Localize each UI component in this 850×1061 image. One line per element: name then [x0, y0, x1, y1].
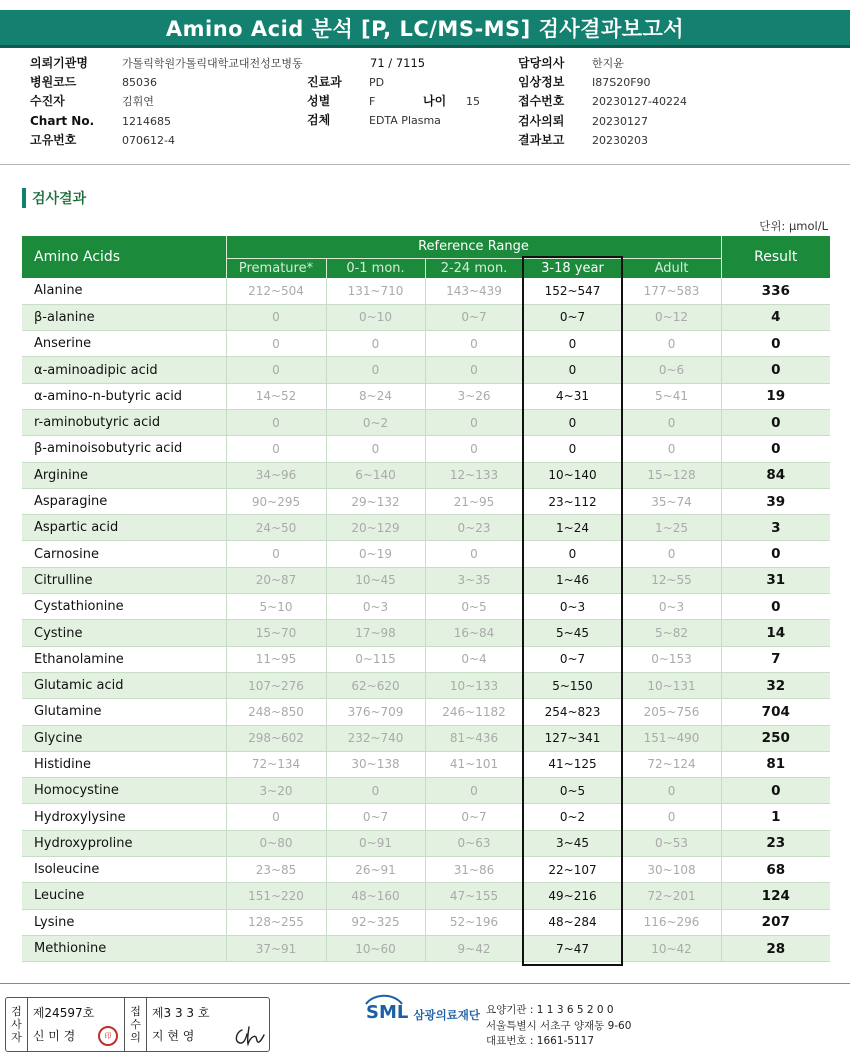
reference-range-cell: 41~101 [425, 751, 523, 777]
reference-range-cell: 30~138 [326, 751, 425, 777]
reference-range-cell: 0~5 [425, 594, 523, 620]
info-label: 임상정보 [518, 75, 565, 90]
reference-range-cell: 72~124 [622, 751, 721, 777]
table-row [22, 409, 830, 435]
reference-range-cell: 298~602 [226, 725, 326, 751]
reference-range-cell: 0~153 [622, 646, 721, 672]
reference-range-cell: 0 [425, 778, 523, 804]
result-value: 336 [721, 278, 830, 304]
reference-range-cell: 0~23 [425, 515, 523, 541]
amino-acid-name: β-alanine [22, 304, 226, 330]
amino-acid-name: Alanine [22, 278, 226, 304]
reference-range-cell: 5~150 [523, 672, 622, 698]
reference-range-cell: 0~6 [622, 357, 721, 383]
info-label: 검체 [307, 113, 331, 128]
info-row-institution [30, 54, 303, 73]
reference-range-cell: 12~55 [622, 567, 721, 593]
reference-range-cell: 29~132 [326, 488, 425, 514]
amino-acid-name: Glutamic acid [22, 672, 226, 698]
result-value: 23 [721, 830, 830, 856]
table-row [22, 909, 830, 935]
reference-range-cell: 0 [226, 331, 326, 357]
reference-range-cell: 0~91 [326, 830, 425, 856]
reference-range-cell: 0~80 [226, 830, 326, 856]
reference-range-cell: 12~133 [425, 462, 523, 488]
result-value: 28 [721, 935, 830, 961]
reference-range-cell: 0 [226, 357, 326, 383]
result-value: 0 [721, 331, 830, 357]
col-header-age-group: Adult [622, 258, 721, 278]
col-header-result: Result [721, 236, 830, 278]
reference-range-cell: 10~45 [326, 567, 425, 593]
result-value: 81 [721, 751, 830, 777]
approver-label [125, 998, 147, 1051]
col-header-amino-acids: Amino Acids [22, 236, 226, 278]
info-value: 070612-4 [122, 133, 175, 147]
table-row [22, 857, 830, 883]
reference-range-cell: 0 [326, 331, 425, 357]
reference-range-cell: 0 [622, 436, 721, 462]
info-row-request-date [518, 112, 687, 131]
logo-text: SML [366, 1001, 409, 1023]
reference-range-cell: 24~50 [226, 515, 326, 541]
table-row [22, 304, 830, 330]
table-row [22, 357, 830, 383]
reference-range-cell: 0 [326, 357, 425, 383]
result-value: 704 [721, 699, 830, 725]
reference-range-cell: 3~35 [425, 567, 523, 593]
result-value: 4 [721, 304, 830, 330]
reference-range-cell: 232~740 [326, 725, 425, 751]
amino-acid-name: Cystine [22, 620, 226, 646]
address-line: 대표번호 : 1661-5117 [486, 1035, 595, 1047]
reference-range-cell: 0 [425, 331, 523, 357]
reference-range-cell: 20~87 [226, 567, 326, 593]
info-row-hospital-code [30, 73, 303, 92]
table-row [22, 541, 830, 567]
result-value: 3 [721, 515, 830, 541]
amino-acid-name: Carnosine [22, 541, 226, 567]
handwritten-signature [232, 1024, 266, 1048]
address-line: 서울특별시 서초구 양재동 9-60 [486, 1019, 632, 1032]
organization-address [486, 1003, 631, 1050]
amino-acid-name: r-aminobutyric acid [22, 409, 226, 435]
reference-range-cell: 254~823 [523, 699, 622, 725]
reference-range-cell: 0 [226, 409, 326, 435]
table-row [22, 646, 830, 672]
reference-range-cell: 205~756 [622, 699, 721, 725]
reference-range-cell: 0 [425, 436, 523, 462]
section-title: 검사결과 [32, 191, 87, 207]
address-line: 요양기관 : 1 1 3 6 5 2 0 0 [486, 1004, 614, 1016]
reference-range-cell: 0~2 [326, 409, 425, 435]
patient-info-left [30, 54, 303, 150]
reference-range-cell: 72~201 [622, 883, 721, 909]
organization-name: 삼광의료재단 [413, 1008, 481, 1022]
result-value: 0 [721, 778, 830, 804]
col-header-reference-range: Reference Range [226, 236, 721, 258]
reference-range-cell: 212~504 [226, 278, 326, 304]
amino-acid-name: Hydroxyproline [22, 830, 226, 856]
reference-range-cell: 0 [425, 357, 523, 383]
col-header-age-group: Premature* [226, 258, 326, 278]
reference-range-cell: 0 [425, 409, 523, 435]
table-row [22, 567, 830, 593]
tester-cell [28, 998, 125, 1051]
reference-range-cell: 0~63 [425, 830, 523, 856]
reference-range-cell: 11~95 [226, 646, 326, 672]
reference-range-cell: 1~25 [622, 515, 721, 541]
amino-acid-name: α-amino-n-butyric acid [22, 383, 226, 409]
result-value: 39 [721, 488, 830, 514]
reference-range-cell: 248~850 [226, 699, 326, 725]
unit-label: 단위: μmol/L [759, 219, 828, 233]
amino-acid-name: Hydroxylysine [22, 804, 226, 830]
amino-acid-name: Cystathionine [22, 594, 226, 620]
reference-range-cell: 49~216 [523, 883, 622, 909]
info-value: PD [369, 76, 385, 89]
table-row [22, 778, 830, 804]
section-marker [22, 188, 26, 208]
result-value: 0 [721, 357, 830, 383]
info-row-specimen [307, 111, 441, 130]
reference-range-cell: 41~125 [523, 751, 622, 777]
reference-range-cell: 16~84 [425, 620, 523, 646]
reference-range-cell: 14~52 [226, 383, 326, 409]
reference-range-cell: 4~31 [523, 383, 622, 409]
report-title: Amino Acid 분석 [P, LC/MS-MS] 검사결과보고서 [0, 10, 850, 48]
reference-range-cell: 9~42 [425, 935, 523, 961]
reference-range-cell: 0 [523, 331, 622, 357]
amino-acid-name: Glycine [22, 725, 226, 751]
reference-range-cell: 116~296 [622, 909, 721, 935]
reference-range-cell: 7~47 [523, 935, 622, 961]
ward-value: 71 / 7115 [370, 56, 426, 70]
info-label: 진료과 [307, 75, 342, 89]
reference-range-cell: 23~85 [226, 857, 326, 883]
info-row-doctor [518, 54, 687, 73]
info-value: 가톨릭학원가톨릭대학교대전성모병동 [122, 57, 303, 70]
reference-range-cell: 0~3 [326, 594, 425, 620]
info-label: 의뢰기관명 [30, 56, 88, 70]
reference-range-cell: 0~4 [425, 646, 523, 672]
reference-range-cell: 0~7 [523, 304, 622, 330]
reference-range-cell: 26~91 [326, 857, 425, 883]
table-row [22, 594, 830, 620]
result-value: 0 [721, 409, 830, 435]
reference-range-cell: 0~53 [622, 830, 721, 856]
info-row-report-date [518, 131, 687, 150]
table-row [22, 331, 830, 357]
reference-range-cell: 0~7 [326, 804, 425, 830]
reference-range-cell: 5~45 [523, 620, 622, 646]
result-value: 0 [721, 594, 830, 620]
amino-acid-name: Leucine [22, 883, 226, 909]
header-divider [0, 164, 850, 165]
reference-range-cell: 1~24 [523, 515, 622, 541]
reference-range-cell: 5~10 [226, 594, 326, 620]
info-label: 수진자 [30, 94, 65, 109]
reference-range-cell: 3~26 [425, 383, 523, 409]
age-value: 15 [466, 95, 480, 108]
info-label: 검사의뢰 [518, 113, 565, 128]
result-value: 32 [721, 672, 830, 698]
table-row [22, 515, 830, 541]
table-row [22, 436, 830, 462]
reference-range-cell: 47~155 [425, 883, 523, 909]
reference-range-cell: 0~3 [622, 594, 721, 620]
reference-range-cell: 177~583 [622, 278, 721, 304]
reference-range-cell: 0~5 [523, 778, 622, 804]
vertical-label-char: 자 [11, 1031, 22, 1044]
reference-range-cell: 0 [425, 541, 523, 567]
reference-range-cell: 0 [622, 804, 721, 830]
reference-range-cell: 72~134 [226, 751, 326, 777]
reference-range-cell: 0~3 [523, 594, 622, 620]
table-row [22, 383, 830, 409]
sml-logo-mark [366, 1002, 408, 1023]
amino-acid-name: Methionine [22, 935, 226, 961]
info-label: 병원코드 [30, 75, 77, 90]
reference-range-cell: 0 [622, 409, 721, 435]
col-header-age-group: 3-18 year [523, 258, 622, 278]
reference-range-cell: 62~620 [326, 672, 425, 698]
reference-range-cell: 6~140 [326, 462, 425, 488]
sml-logo [366, 1001, 480, 1023]
amino-acid-table [22, 236, 830, 962]
vertical-label-char: 검 [11, 1005, 22, 1018]
reference-range-cell: 5~82 [622, 620, 721, 646]
amino-acid-name: Aspartic acid [22, 515, 226, 541]
result-value: 31 [721, 567, 830, 593]
info-value: 85036 [122, 76, 157, 90]
table-row [22, 804, 830, 830]
amino-acid-name: Glutamine [22, 699, 226, 725]
reference-range-cell: 0 [523, 541, 622, 567]
info-row-unique-no [30, 131, 303, 150]
reference-range-cell: 0~7 [425, 304, 523, 330]
reference-range-cell: 0 [622, 778, 721, 804]
table-row [22, 883, 830, 909]
table-row [22, 488, 830, 514]
reference-range-cell: 10~60 [326, 935, 425, 961]
reference-range-cell: 10~131 [622, 672, 721, 698]
patient-info-middle [307, 73, 441, 131]
reference-range-cell: 128~255 [226, 909, 326, 935]
result-value: 19 [721, 383, 830, 409]
info-value: 20230127 [592, 114, 648, 128]
info-row-sex [307, 92, 441, 111]
reference-range-cell: 81~436 [425, 725, 523, 751]
reference-range-cell: 376~709 [326, 699, 425, 725]
reference-range-cell: 0~7 [425, 804, 523, 830]
reference-range-cell: 0 [523, 357, 622, 383]
info-value: EDTA Plasma [369, 114, 441, 128]
vertical-label-char: 의 [130, 1031, 141, 1044]
reference-range-cell: 0 [622, 541, 721, 567]
table-row [22, 751, 830, 777]
reference-range-cell: 152~547 [523, 278, 622, 304]
result-value: 84 [721, 462, 830, 488]
reference-range-cell: 48~284 [523, 909, 622, 935]
footer-divider [0, 983, 850, 984]
amino-acid-name: Histidine [22, 751, 226, 777]
amino-acid-name: Anserine [22, 331, 226, 357]
reference-range-cell: 0 [226, 304, 326, 330]
reference-range-cell: 246~1182 [425, 699, 523, 725]
tester-label [6, 998, 28, 1051]
table-row [22, 699, 830, 725]
reference-range-cell: 3~45 [523, 830, 622, 856]
table-row [22, 462, 830, 488]
info-value: 김휘연 [122, 95, 154, 109]
reference-range-cell: 3~20 [226, 778, 326, 804]
reference-range-cell: 30~108 [622, 857, 721, 883]
result-value: 1 [721, 804, 830, 830]
signature-box [5, 997, 270, 1052]
table-row [22, 725, 830, 751]
reference-range-cell: 90~295 [226, 488, 326, 514]
table-row [22, 935, 830, 961]
reference-range-cell: 15~128 [622, 462, 721, 488]
info-value: 한지윤 [592, 57, 624, 70]
reference-range-cell: 10~42 [622, 935, 721, 961]
reference-range-cell: 5~41 [622, 383, 721, 409]
reference-range-cell: 0~7 [523, 646, 622, 672]
reference-range-cell: 151~490 [622, 725, 721, 751]
result-value: 0 [721, 436, 830, 462]
result-value: 7 [721, 646, 830, 672]
reference-range-cell: 143~439 [425, 278, 523, 304]
reference-range-cell: 35~74 [622, 488, 721, 514]
reference-range-cell: 37~91 [226, 935, 326, 961]
info-label: 결과보고 [518, 132, 565, 147]
reference-range-cell: 34~96 [226, 462, 326, 488]
info-label: 접수번호 [518, 94, 565, 109]
result-value: 0 [721, 541, 830, 567]
reference-range-cell: 20~129 [326, 515, 425, 541]
result-value: 250 [721, 725, 830, 751]
reference-range-cell: 92~325 [326, 909, 425, 935]
reference-range-cell: 15~70 [226, 620, 326, 646]
amino-acid-name: α-aminoadipic acid [22, 357, 226, 383]
table-row [22, 620, 830, 646]
reference-range-cell: 8~24 [326, 383, 425, 409]
reference-range-cell: 0~2 [523, 804, 622, 830]
reference-range-cell: 107~276 [226, 672, 326, 698]
info-row-patient [30, 92, 303, 111]
amino-acid-name: Isoleucine [22, 857, 226, 883]
reference-range-cell: 10~140 [523, 462, 622, 488]
reference-range-cell: 0 [326, 778, 425, 804]
info-row-clinical-info [518, 73, 687, 92]
tester-name: 신 미 경 [32, 1029, 76, 1043]
reference-range-cell: 52~196 [425, 909, 523, 935]
reference-range-cell: 0~19 [326, 541, 425, 567]
info-value: 20230203 [592, 133, 648, 147]
col-header-age-group: 0-1 mon. [326, 258, 425, 278]
logo-arc-icon [364, 993, 404, 1005]
section-header [22, 188, 86, 208]
info-label: 성별 [307, 94, 331, 109]
reference-range-cell: 0 [226, 804, 326, 830]
result-value: 14 [721, 620, 830, 646]
tester-seal-stamp: 印 [98, 1026, 118, 1046]
reference-range-cell: 0~10 [326, 304, 425, 330]
reference-range-cell: 31~86 [425, 857, 523, 883]
info-label: 담당의사 [518, 56, 565, 70]
reference-range-cell: 151~220 [226, 883, 326, 909]
result-value: 124 [721, 883, 830, 909]
amino-acid-name: Lysine [22, 909, 226, 935]
table-row [22, 830, 830, 856]
patient-info-right [518, 54, 687, 150]
reference-range-cell: 1~46 [523, 567, 622, 593]
reference-range-cell: 0 [523, 436, 622, 462]
vertical-label-char: 접 [130, 1005, 141, 1018]
table-row [22, 672, 830, 698]
reference-range-cell: 21~95 [425, 488, 523, 514]
approver-cell [147, 998, 269, 1051]
result-value: 68 [721, 857, 830, 883]
reference-range-cell: 48~160 [326, 883, 425, 909]
tester-license-no: 제24597호 [32, 1006, 95, 1020]
vertical-label-char: 수 [130, 1018, 141, 1031]
amino-acid-name: Arginine [22, 462, 226, 488]
info-label: Chart No. [30, 113, 95, 128]
info-row-dept [307, 73, 441, 92]
reference-range-cell: 131~710 [326, 278, 425, 304]
reference-range-cell: 0 [326, 436, 425, 462]
reference-range-cell: 0 [523, 409, 622, 435]
reference-range-cell: 10~133 [425, 672, 523, 698]
info-value: 1214685 [122, 114, 171, 128]
info-row-receipt-no [518, 92, 687, 111]
reference-range-cell: 22~107 [523, 857, 622, 883]
info-row-chart-no [30, 112, 303, 131]
amino-acid-name: Ethanolamine [22, 646, 226, 672]
info-value: I87S20F90 [592, 76, 651, 90]
amino-acid-name: Citrulline [22, 567, 226, 593]
info-value: F [369, 95, 376, 109]
amino-acid-name: Homocystine [22, 778, 226, 804]
reference-range-cell: 0 [226, 436, 326, 462]
approver-license-no: 제3 3 3 호 [151, 1006, 210, 1020]
reference-range-cell: 23~112 [523, 488, 622, 514]
footer [0, 989, 850, 1061]
reference-range-cell: 0~115 [326, 646, 425, 672]
result-value: 207 [721, 909, 830, 935]
reference-range-cell: 127~341 [523, 725, 622, 751]
reference-range-cell: 0 [622, 331, 721, 357]
info-value: 20230127-40224 [592, 95, 687, 109]
reference-range-cell: 17~98 [326, 620, 425, 646]
approver-name: 지 현 영 [151, 1029, 195, 1043]
amino-acid-name: Asparagine [22, 488, 226, 514]
amino-acid-name: β-aminoisobutyric acid [22, 436, 226, 462]
table-row [22, 278, 830, 304]
info-label: 고유번호 [30, 132, 77, 147]
col-header-age-group: 2-24 mon. [425, 258, 523, 278]
reference-range-cell: 0~12 [622, 304, 721, 330]
vertical-label-char: 사 [11, 1018, 22, 1031]
reference-range-cell: 0 [226, 541, 326, 567]
age-label: 나이 [423, 94, 447, 108]
